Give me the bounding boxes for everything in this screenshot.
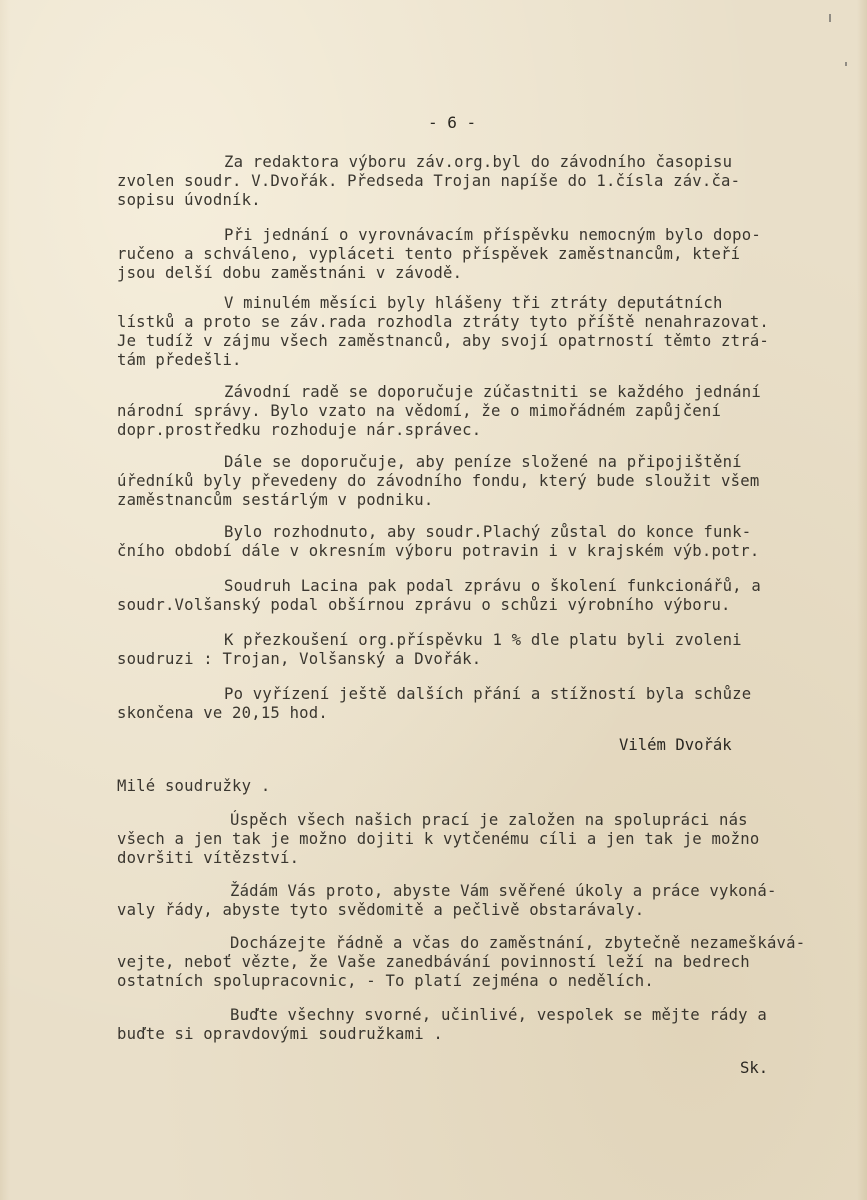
text-line: Závodní radě se doporučuje zúčastniti se každého jednání (224, 383, 761, 401)
text-line: K přezkoušení org.příspěvku 1 % dle platu byli zvoleni (224, 631, 742, 649)
text-line: ručeno a schváleno, vypláceti tento příspěvek zaměstnancům, kteří (117, 245, 741, 263)
text-line: V minulém měsíci byly hlášeny tři ztráty deputátních (224, 294, 723, 312)
text-line: ostatních spolupracovnic, - To platí zejména o nedělích. (117, 972, 654, 990)
text-line: Úspěch všech našich prací je založen na spolupráci nás (230, 811, 748, 829)
text-line: valy řády, abyste tyto svědomitě a pečlivě obstarávaly. (117, 901, 645, 919)
text-line: Soudruh Lacina pak podal zprávu o školení funkcionářů, a (224, 577, 761, 595)
page-number: - 6 - (428, 113, 477, 132)
text-line: všech a jen tak je možno dojiti k vytčenému cíli a jen tak je možno (117, 830, 760, 848)
text-line: Je tudíž v zájmu všech zaměstnanců, aby svojí opatrností těmto ztrá- (117, 332, 769, 350)
signature: Sk. (740, 1059, 769, 1077)
text-line: Dále se doporučuje, aby peníze složené na připojištění (224, 453, 742, 471)
text-line: Bylo rozhodnuto, aby soudr.Plachý zůstal do konce funk- (224, 523, 752, 541)
text-line: Po vyřízení ještě dalších přání a stížností byla schůze (224, 685, 752, 703)
text-line: sopisu úvodník. (117, 191, 261, 209)
text-line: Při jednání o vyrovnávacím příspěvku nemocným bylo dopo- (224, 226, 761, 244)
text-line: skončena ve 20,15 hod. (117, 704, 328, 722)
text-line: Docházejte řádně a včas do zaměstnání, zbytečně nezameškává- (230, 934, 806, 952)
text-line: buďte si opravdovými soudružkami . (117, 1025, 443, 1043)
text-line: zvolen soudr. V.Dvořák. Předseda Trojan napíše do 1.čísla záv.ča- (117, 172, 741, 190)
paper-mark (845, 62, 847, 66)
paper-mark (829, 14, 831, 22)
text-line: lístků a proto se záv.rada rozhodla ztráty tyto příště nenahrazovat. (117, 313, 769, 331)
text-line: vejte, neboť vězte, že Vaše zanedbávání povinností leží na bedrech (117, 953, 750, 971)
text-line: Za redaktora výboru záv.org.byl do závodního časopisu (224, 153, 733, 171)
text-line: soudruzi : Trojan, Volšanský a Dvořák. (117, 650, 482, 668)
text-line: dovršiti vítězství. (117, 849, 300, 867)
text-line: národní správy. Bylo vzato na vědomí, že o mimořádném zapůjčení (117, 402, 722, 420)
text-line: úředníků byly převedeny do závodního fondu, který bude sloužit všem (117, 472, 760, 490)
text-line: zaměstnancům sestárlým v podniku. (117, 491, 434, 509)
salutation: Milé soudružky . (117, 777, 271, 795)
text-line: dopr.prostředku rozhoduje nár.správec. (117, 421, 482, 439)
text-line: Buďte všechny svorné, učinlivé, vespolek se mějte rády a (230, 1006, 767, 1024)
text-line: soudr.Volšanský podal obšírnou zprávu o schůzi výrobního výboru. (117, 596, 731, 614)
signature: Vilém Dvořák (619, 736, 732, 754)
text-line: jsou delší dobu zaměstnáni v závodě. (117, 264, 463, 282)
text-line: čního období dále v okresním výboru potravin i v krajském výb.potr. (117, 542, 760, 560)
text-line: Žádám Vás proto, abyste Vám svěřené úkoly a práce vykoná- (230, 882, 777, 900)
text-line: tám předešli. (117, 351, 242, 369)
